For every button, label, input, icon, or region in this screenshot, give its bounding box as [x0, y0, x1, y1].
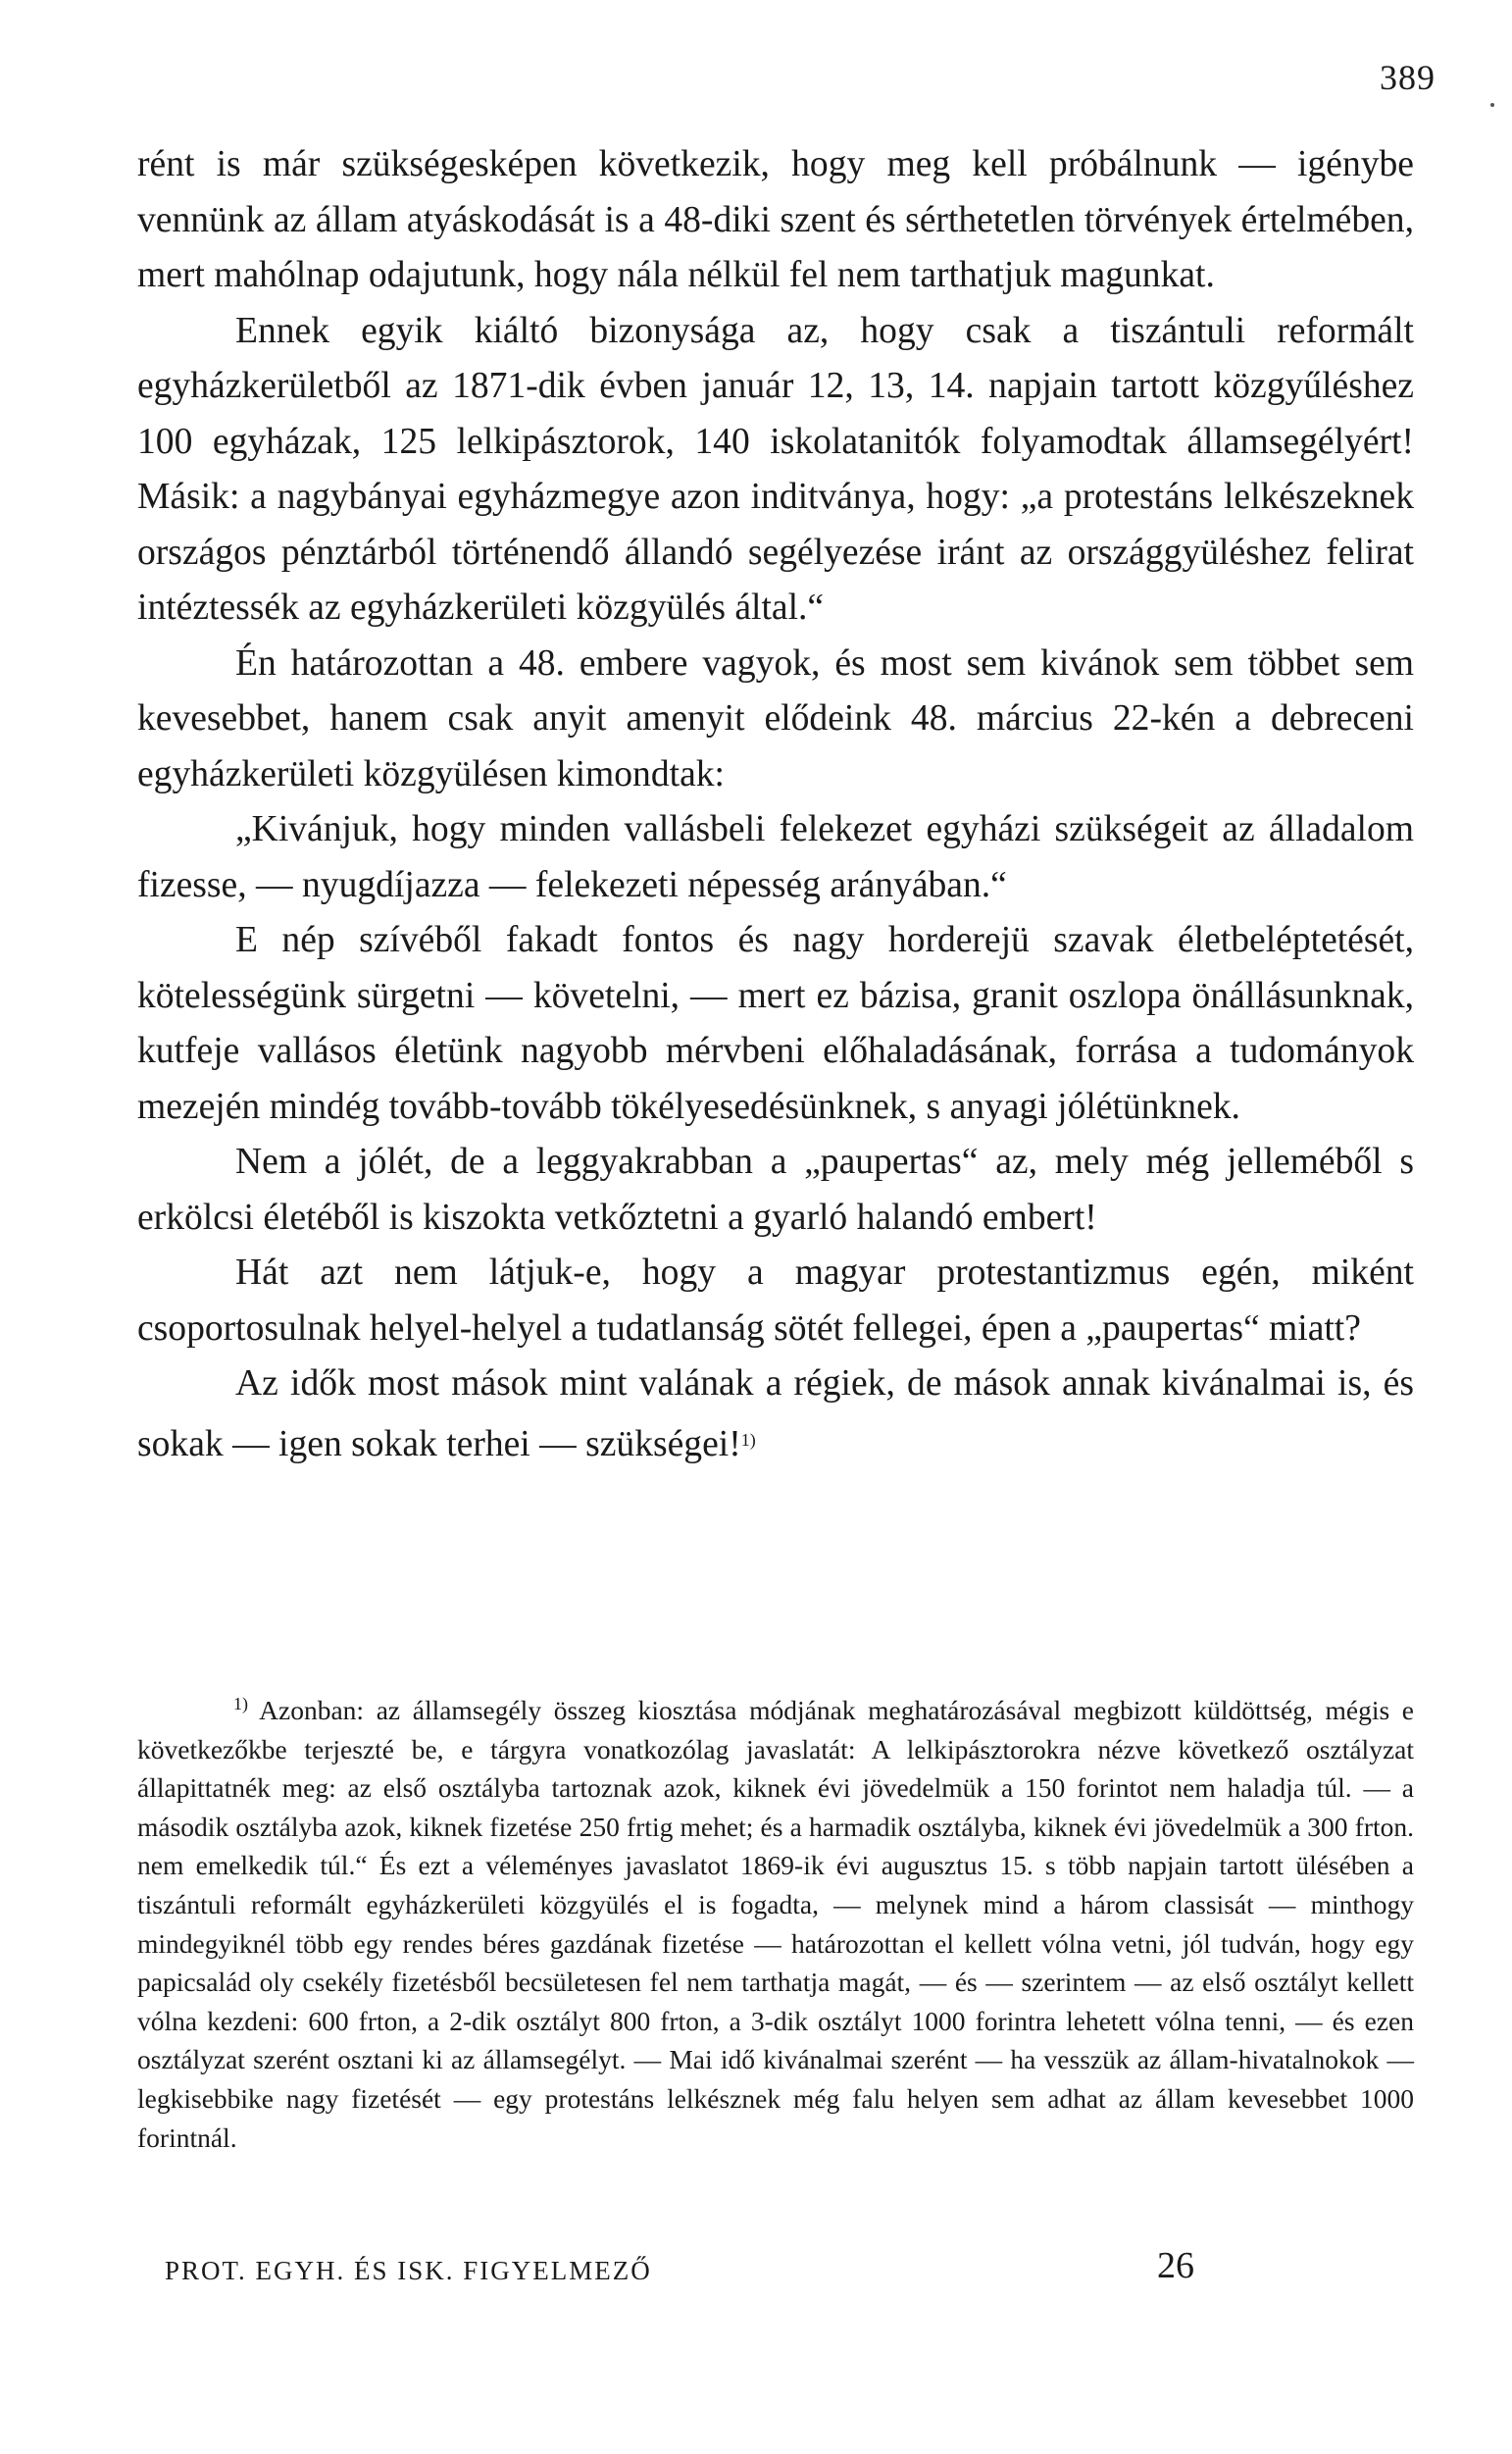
- paragraph-7: Hát azt nem látjuk-e, hogy a magyar protestantizmus egén, miként csoportosulnak helyel-helyel a tudatlanság sötét fellegei, épen a „paupertas“ miatt?: [137, 1253, 1414, 1349]
- footnote-reference: 1): [740, 1429, 756, 1450]
- paragraph-8: [137, 1356, 1414, 1472]
- page-number: 389: [1380, 58, 1436, 97]
- footnote-lead: Azonban:: [259, 1695, 365, 1725]
- paragraph-4: „Kivánjuk, hogy minden vallásbeli felekezet egyházi szükségeit az álladalom fizesse, — nyugdíjazza — felekezeti népesség arányában.“: [137, 809, 1414, 905]
- sheet-number: 26: [1157, 2245, 1194, 2286]
- main-text: [137, 137, 1414, 1472]
- scan-speck: [1490, 103, 1494, 107]
- footnote-text: az államsegély összeg kiosztása módjának meghatározásával megbizott küldöttség, mégis e következőkbe terjeszté be, e tárgyra vonatkozólag javaslatát: A lelkipásztorokra nézve következő osztályzat állapittatnék meg: az első osztályba tartoznak azok, kiknek évi jövedelmük a 150 forintot nem haladja túl. — a második osztályba azok, kiknek fizetése 250 frtig mehet; és a harmadik osztályba, kiknek évi jövedelmük a 300 frton. nem emelkedik túl.“ És ezt a véleményes javaslatot 1869-ik évi augusztus 15. s több napjain tartott ülésében a tiszántuli reformált egyházkerületi közgyülés el is fogadta, — melynek mind a három classisát — minthogy mindegyiknél több egy rendes béres gazdának fizetése — határozottan el kellett vólna vetni, jól tudván, hogy egy papicsalád oly csekély fizetésből becsületesen fel nem tarthatja magát, — és — szerintem — az első osztályt kellett vólna kezdeni: 600 frton, a 2-dik osztályt 800 frton, a 3-dik osztályt 1000 forintra lehetett vólna tenni, — és ezen osztályzat szerént osztani ki az államsegélyt. — Mai idő kivánalmai szerént — ha vesszük az állam-hivatalnokok — legkisebbike nagy fizetését — egy protestáns lelkésznek még falu helyen sem adhat az állam kevesebbet 1000 forintnál.: [137, 1695, 1415, 2153]
- paragraph-8-text: Az idők most mások mint valának a régiek, de mások annak kivánalmai is, és sokak — igen sokak terhei — szükségei!: [137, 1363, 1414, 1464]
- paragraph-3: Én határozottan a 48. embere vagyok, és most sem kivánok sem többet sem kevesebbet, hanem csak anyit amenyit elődeink 48. március 22-kén a debreceni egyházkerületi közgyülésen kimondtak:: [137, 642, 1414, 794]
- paragraph-5: E nép szívéből fakadt fontos és nagy horderejü szavak életbeléptetését, kötelességünk sürgetni — követelni, — mert ez bázisa, granit oszlopa önállásunknak, kutfeje vallásos életünk nagyobb mérvbeni előhaladásának, forrása a tudományok mezején mindég tovább-tovább tökélyesedésünknek, s anyagi jólétünknek.: [137, 920, 1414, 1127]
- paragraph-1: rént is már szükségesképen következik, hogy meg kell próbálnunk — igénybe vennünk az állam atyáskodását is a 48-diki szent és sérthetetlen törvények értelmében, mert mahólnap odajutunk, hogy nála nélkül fel nem tarthatjuk magunkat.: [137, 144, 1414, 295]
- paragraph-6: Nem a jólét, de a leggyakrabban a „paupertas“ az, mely még jelleméből s erkölcsi életéből is kiszokta vetkőztetni a gyarló halandó embert!: [137, 1142, 1414, 1238]
- paragraph-2: Ennek egyik kiáltó bizonysága az, hogy csak a tiszántuli reformált egyházkerületből az 1871-dik évben január 12, 13, 14. napjain tartott közgyűléshez 100 egyházak, 125 lelkipásztorok, 140 iskolatanitók folyamodtak államsegélyért! Másik: a nagybányai egyházmegye azon inditványa, hogy: „a protestáns lelkészeknek országos pénztárból történendő állandó segélyezése iránt az országgyüléshez felirat intéztessék az egyházkerületi közgyülés által.“: [137, 310, 1414, 628]
- footnote-marker: 1): [233, 1694, 248, 1713]
- printer-signature: PROT. EGYH. ÉS ISK. FIGYELMEZŐ: [165, 2256, 652, 2285]
- footnote: [137, 1685, 1414, 2157]
